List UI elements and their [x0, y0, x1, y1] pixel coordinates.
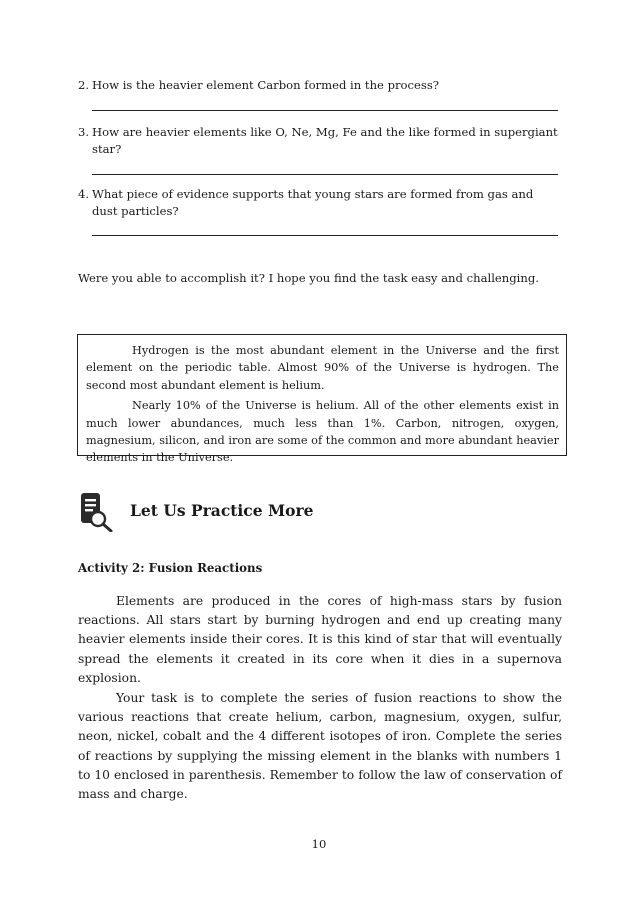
activity-paragraph-2-text: Your task is to complete the series of fusion reactions to show the various reactions that create helium, carbon, magnesium, oxygen, sulfur, neon, nickel, cobalt and the 4 different isotopes of iron. Complete the series of reactions by supplying the missing element in the blanks with numbers 1 to 10 enclosed in parenthesis. Remember to follow the law of conservation of mass and charge.: [78, 691, 562, 802]
document-magnifier-icon: [80, 492, 114, 532]
info-paragraph-2: Nearly 10% of the Universe is helium. All of the other elements exist in much lower abundances, much less than 1%. Carbon, nitrogen, oxygen, magnesium, silicon, and iron are some of the common and more abundant heavier elements in the Universe.: [86, 399, 559, 465]
answer-line-2[interactable]: [92, 110, 558, 111]
answer-line-4[interactable]: [92, 235, 558, 236]
question-number: 4.: [78, 187, 90, 201]
info-box: [77, 334, 567, 465]
activity-title: Activity 2: Fusion Reactions: [78, 561, 263, 575]
question-2: [78, 77, 562, 94]
section-title: Let Us Practice More: [130, 501, 314, 520]
question-4: [78, 186, 562, 220]
question-3: [78, 124, 562, 158]
info-paragraph-1: Hydrogen is the most abundant element in the Universe and the first element on the periodic table. Almost 90% of the Universe is hydrogen. The second most abundant element is helium.: [86, 344, 559, 392]
question-number: 3.: [78, 125, 90, 139]
page-number: 10: [311, 837, 327, 851]
question-number: 2.: [78, 78, 90, 92]
question-text: How are heavier elements like O, Ne, Mg, Fe and the like formed in supergiant star?: [92, 125, 558, 156]
answer-line-3[interactable]: [92, 174, 558, 175]
activity-paragraph-1: [78, 592, 562, 688]
closing-remark: Were you able to accomplish it? I hope you find the task easy and challenging.: [78, 271, 539, 285]
question-text: How is the heavier element Carbon formed in the process?: [92, 78, 439, 92]
question-text: What piece of evidence supports that young stars are formed from gas and dust particles?: [92, 187, 534, 218]
activity-paragraph-1-text: Elements are produced in the cores of high-mass stars by fusion reactions. All stars start by burning hydrogen and end up creating many heavier elements inside their cores. It is this kind of star that will eventually spread the elements it created in its core when it dies in a supernova explosion.: [78, 594, 562, 685]
activity-paragraph-2: [78, 689, 562, 804]
